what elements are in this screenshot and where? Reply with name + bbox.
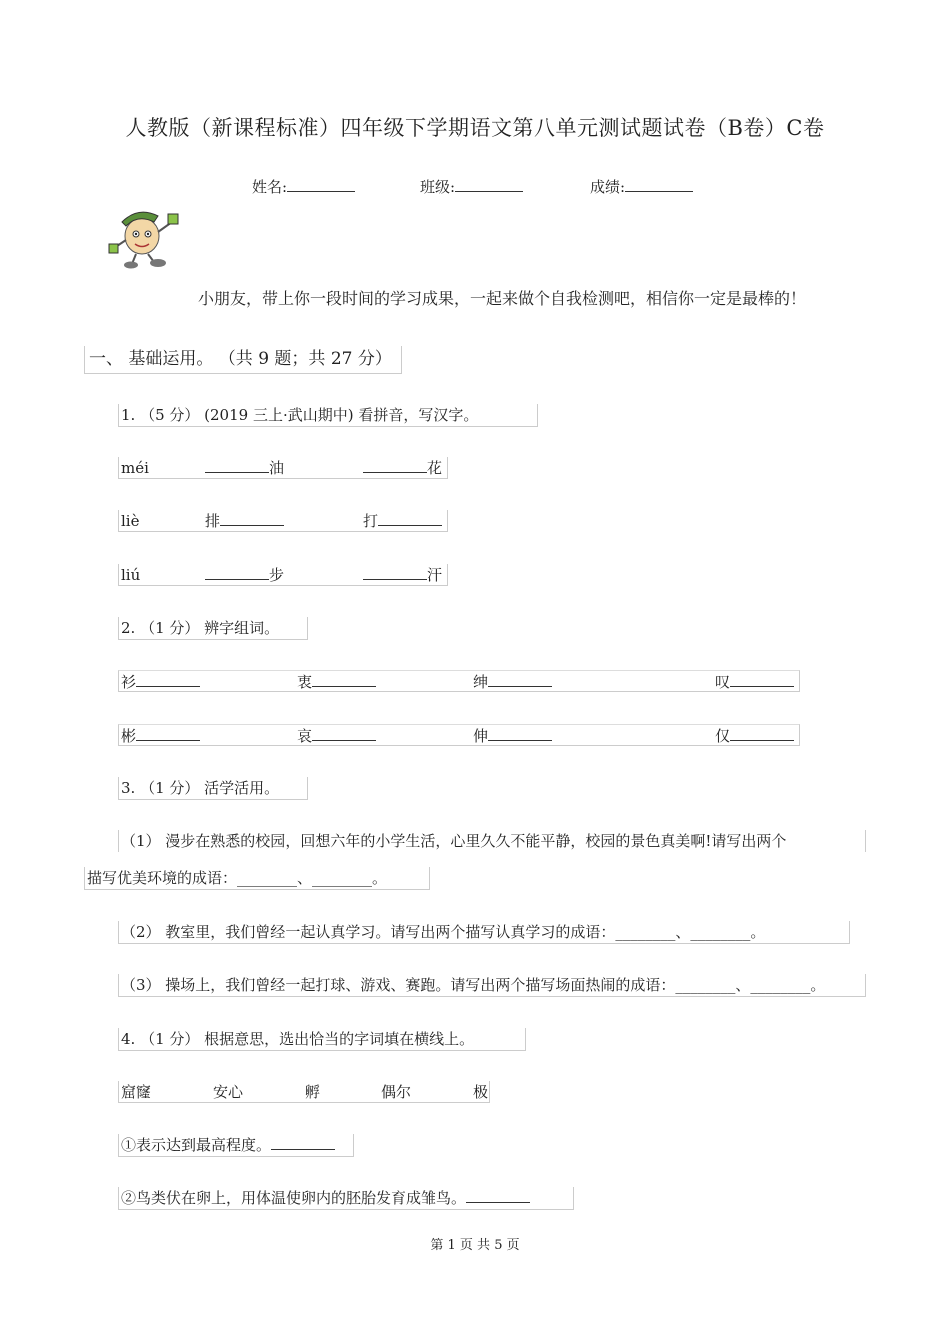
char: 排 (205, 512, 221, 530)
answer-blank[interactable] (271, 1135, 335, 1150)
answer-blank[interactable] (363, 458, 427, 473)
answer-blank[interactable] (205, 565, 269, 580)
q2-heading: 2. （1 分） 辨字组词。 (118, 617, 308, 640)
char: 伸 (473, 727, 489, 745)
q3-part1-line1: （1） 漫步在熟悉的校园，回想六年的小学生活，心里久久不能平静，校园的景色真美啊!请写出两个 (118, 830, 866, 852)
word: 安心 (213, 1083, 244, 1101)
item-text: ①表示达到最高程度。 (121, 1136, 272, 1154)
char: 花 (427, 459, 443, 477)
score-blank[interactable] (625, 177, 693, 192)
answer-blank[interactable] (312, 672, 376, 687)
q4-item-2 (118, 1187, 574, 1210)
class-field (420, 176, 523, 197)
q3-heading: 3. （1 分） 活学活用。 (118, 777, 308, 800)
name-label: 姓名: (252, 178, 288, 196)
q2-row (118, 724, 800, 746)
q4-word-bank (118, 1081, 490, 1103)
answer-blank[interactable] (488, 672, 552, 687)
char: 彬 (121, 727, 137, 745)
char: 仅 (715, 727, 731, 745)
name-blank[interactable] (287, 177, 355, 192)
pinyin: liè (121, 512, 140, 530)
answer-blank[interactable] (363, 565, 427, 580)
item-text: ②鸟类伏在卵上，用体温使卵内的胚胎发育成雏鸟。 (121, 1189, 467, 1207)
answer-blank[interactable] (378, 511, 442, 526)
word: 极 (473, 1083, 489, 1101)
q1-row (118, 564, 448, 586)
char: 绅 (473, 673, 489, 691)
char: 汗 (427, 566, 443, 584)
q1-row (118, 457, 448, 479)
q3-part1-line2: 描写优美环境的成语：________、________。 (84, 867, 430, 890)
answer-blank[interactable] (220, 511, 284, 526)
class-blank[interactable] (455, 177, 523, 192)
answer-blank[interactable] (312, 726, 376, 741)
char: 步 (269, 566, 285, 584)
answer-blank[interactable] (136, 672, 200, 687)
pinyin: méi (121, 459, 149, 477)
char: 叹 (715, 673, 731, 691)
char: 打 (363, 512, 379, 530)
name-field (252, 176, 355, 197)
mascot-icon (108, 204, 188, 270)
answer-blank[interactable] (488, 726, 552, 741)
page-title: 人教版（新课程标准）四年级下学期语文第八单元测试题试卷（B卷）C卷 (125, 116, 825, 140)
score-label: 成绩: (590, 178, 626, 196)
q4-item-1 (118, 1134, 354, 1157)
word: 偶尔 (381, 1083, 412, 1101)
pinyin: liú (121, 566, 141, 584)
answer-blank[interactable] (136, 726, 200, 741)
answer-blank[interactable] (466, 1188, 530, 1203)
q1-heading: 1. （5 分） (2019 三上·武山期中) 看拼音，写汉字。 (118, 404, 538, 427)
score-field (590, 176, 693, 197)
word: 窟窿 (121, 1083, 152, 1101)
q2-row (118, 670, 800, 692)
q1-row (118, 510, 448, 532)
answer-blank[interactable] (730, 672, 794, 687)
q3-part2: （2） 教室里，我们曾经一起认真学习。请写出两个描写认真学习的成语：________、________。 (118, 921, 850, 944)
intro-text: 小朋友，带上你一段时间的学习成果，一起来做个自我检测吧，相信你一定是最棒的！ (198, 289, 807, 308)
page-footer: 第 1 页 共 5 页 (430, 1238, 520, 1253)
word: 孵 (305, 1083, 321, 1101)
char: 衷 (297, 673, 313, 691)
q4-heading: 4. （1 分） 根据意思，选出恰当的字词填在横线上。 (118, 1028, 526, 1051)
answer-blank[interactable] (730, 726, 794, 741)
answer-blank[interactable] (205, 458, 269, 473)
char: 衫 (121, 673, 137, 691)
char: 油 (269, 459, 285, 477)
q3-part3: （3） 操场上，我们曾经一起打球、游戏、赛跑。请写出两个描写场面热闹的成语：________、________。 (118, 974, 866, 997)
class-label: 班级: (420, 178, 456, 196)
char: 哀 (297, 727, 313, 745)
section-heading: 一、 基础运用。 （共 9 题；共 27 分） (84, 346, 402, 374)
